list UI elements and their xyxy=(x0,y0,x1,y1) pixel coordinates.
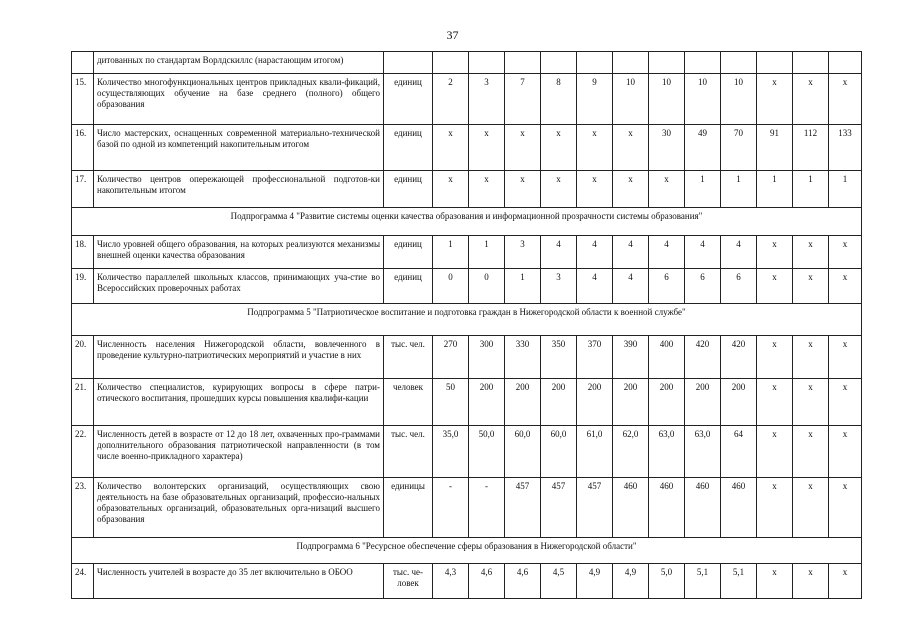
value-cell: 3 xyxy=(541,269,577,304)
value-cell: 6 xyxy=(649,269,685,304)
value-cell: 420 xyxy=(721,336,757,379)
value-cell: 270 xyxy=(433,336,469,379)
value-cell: 70 xyxy=(721,125,757,171)
value-cell: 63,0 xyxy=(649,426,685,478)
value-cell: 4,9 xyxy=(577,564,613,599)
table-body xyxy=(72,52,862,599)
value-cell: 460 xyxy=(613,478,649,538)
table-row xyxy=(72,478,862,538)
row-number: 17. xyxy=(72,171,94,208)
value-cell: 3 xyxy=(469,74,505,125)
page-number: 37 xyxy=(446,28,459,42)
value-cell xyxy=(433,52,469,74)
unit-of-measure: тыс. чел. xyxy=(384,336,433,379)
value-cell: 8 xyxy=(541,74,577,125)
value-cell xyxy=(613,52,649,74)
value-cell: 200 xyxy=(685,379,721,426)
value-cell: 400 xyxy=(649,336,685,379)
table-row xyxy=(72,426,862,478)
value-cell: 4 xyxy=(613,269,649,304)
value-cell: 1 xyxy=(433,236,469,269)
value-cell: х xyxy=(613,171,649,208)
value-cell xyxy=(505,52,541,74)
value-cell: 4,6 xyxy=(505,564,541,599)
value-cell xyxy=(685,52,721,74)
value-cell: 3 xyxy=(505,236,541,269)
table-row xyxy=(72,336,862,379)
row-number xyxy=(72,52,94,74)
section-header-row xyxy=(72,304,862,336)
value-cell: х xyxy=(757,336,793,379)
value-cell: 64 xyxy=(721,426,757,478)
row-number: 22. xyxy=(72,426,94,478)
value-cell: 4 xyxy=(685,236,721,269)
value-cell: х xyxy=(829,564,862,599)
value-cell: 49 xyxy=(685,125,721,171)
value-cell: 457 xyxy=(577,478,613,538)
value-cell: - xyxy=(433,478,469,538)
value-cell: 112 xyxy=(793,125,829,171)
indicator-description: Количество параллелей школьных классов, принимающих уча-стие во Всероссийских проверочных работах xyxy=(94,269,384,304)
value-cell: 390 xyxy=(613,336,649,379)
value-cell: х xyxy=(757,478,793,538)
value-cell: х xyxy=(541,171,577,208)
value-cell: 1 xyxy=(721,171,757,208)
row-number: 21. xyxy=(72,379,94,426)
indicator-description: Количество волонтерских организаций, осуществляющих свою деятельность на базе образовательных организаций, профессио-нальных образовательных организаций, образовательных орга-низаций высшего образования xyxy=(94,478,384,538)
row-number: 16. xyxy=(72,125,94,171)
table-row xyxy=(72,379,862,426)
indicator-description: Количество центров опережающей профессиональной подготов-ки накопительным итогом xyxy=(94,171,384,208)
value-cell: х xyxy=(577,171,613,208)
unit-of-measure: единиц xyxy=(384,269,433,304)
value-cell: х xyxy=(433,125,469,171)
value-cell: 91 xyxy=(757,125,793,171)
value-cell xyxy=(577,52,613,74)
value-cell: 60,0 xyxy=(505,426,541,478)
value-cell: 4 xyxy=(541,236,577,269)
value-cell: х xyxy=(793,564,829,599)
value-cell: 1 xyxy=(829,171,862,208)
value-cell: х xyxy=(829,269,862,304)
unit-of-measure: человек xyxy=(384,379,433,426)
value-cell xyxy=(829,52,862,74)
value-cell: х xyxy=(793,426,829,478)
value-cell: 4,3 xyxy=(433,564,469,599)
indicator-description: Количество многофункциональных центров прикладных квали-фикаций, осуществляющих обучение на базе среднего (полного) общего образования xyxy=(94,74,384,125)
value-cell: 4,6 xyxy=(469,564,505,599)
value-cell: 350 xyxy=(541,336,577,379)
value-cell: 9 xyxy=(577,74,613,125)
value-cell: х xyxy=(793,269,829,304)
value-cell: 50,0 xyxy=(469,426,505,478)
value-cell: х xyxy=(541,125,577,171)
value-cell: 4,9 xyxy=(613,564,649,599)
value-cell: х xyxy=(757,564,793,599)
value-cell: 61,0 xyxy=(577,426,613,478)
unit-of-measure: единиц xyxy=(384,74,433,125)
value-cell: х xyxy=(469,125,505,171)
value-cell: 457 xyxy=(505,478,541,538)
value-cell: 370 xyxy=(577,336,613,379)
value-cell: 200 xyxy=(469,379,505,426)
value-cell: х xyxy=(433,171,469,208)
value-cell xyxy=(793,52,829,74)
value-cell: - xyxy=(469,478,505,538)
value-cell: 330 xyxy=(505,336,541,379)
value-cell: 10 xyxy=(721,74,757,125)
value-cell: х xyxy=(793,478,829,538)
value-cell: х xyxy=(757,236,793,269)
table-row xyxy=(72,564,862,599)
value-cell: х xyxy=(757,74,793,125)
row-number: 20. xyxy=(72,336,94,379)
value-cell: 2 xyxy=(433,74,469,125)
value-cell: 6 xyxy=(721,269,757,304)
value-cell: х xyxy=(829,478,862,538)
indicator-description: дитованных по стандартам Ворлдскиллс (нарастающим итогом) xyxy=(94,52,384,74)
value-cell: х xyxy=(469,171,505,208)
value-cell: 420 xyxy=(685,336,721,379)
value-cell: 50 xyxy=(433,379,469,426)
value-cell: 0 xyxy=(469,269,505,304)
value-cell: 200 xyxy=(505,379,541,426)
value-cell: 460 xyxy=(721,478,757,538)
value-cell xyxy=(469,52,505,74)
value-cell: 4 xyxy=(721,236,757,269)
value-cell: х xyxy=(793,336,829,379)
value-cell: х xyxy=(793,236,829,269)
value-cell: х xyxy=(757,379,793,426)
value-cell: 133 xyxy=(829,125,862,171)
value-cell: 200 xyxy=(721,379,757,426)
row-number: 23. xyxy=(72,478,94,538)
value-cell: 5,1 xyxy=(685,564,721,599)
table-row xyxy=(72,171,862,208)
table-row xyxy=(72,125,862,171)
value-cell: 1 xyxy=(793,171,829,208)
indicator-description: Численность детей в возрасте от 12 до 18 лет, охваченных про-граммами дополнительного образования патриотической направленности (в том числе военно-прикладного характера) xyxy=(94,426,384,478)
indicator-description: Число уровней общего образования, на которых реализуются механизмы внешней оценки качества образования xyxy=(94,236,384,269)
value-cell: 1 xyxy=(685,171,721,208)
row-number: 24. xyxy=(72,564,94,599)
value-cell: 10 xyxy=(685,74,721,125)
value-cell: 7 xyxy=(505,74,541,125)
row-number: 19. xyxy=(72,269,94,304)
value-cell: 4 xyxy=(577,236,613,269)
unit-of-measure: единиц xyxy=(384,236,433,269)
section-header-row xyxy=(72,208,862,236)
unit-of-measure: единицы xyxy=(384,478,433,538)
value-cell: х xyxy=(757,426,793,478)
value-cell xyxy=(757,52,793,74)
value-cell: 5,0 xyxy=(649,564,685,599)
unit-of-measure xyxy=(384,52,433,74)
value-cell: 200 xyxy=(649,379,685,426)
table-row xyxy=(72,269,862,304)
value-cell: х xyxy=(829,379,862,426)
table-row xyxy=(72,74,862,125)
value-cell: 4,5 xyxy=(541,564,577,599)
value-cell: 5,1 xyxy=(721,564,757,599)
value-cell: 200 xyxy=(577,379,613,426)
value-cell: х xyxy=(505,171,541,208)
value-cell: 0 xyxy=(433,269,469,304)
value-cell: 4 xyxy=(613,236,649,269)
value-cell: 4 xyxy=(577,269,613,304)
value-cell: 1 xyxy=(469,236,505,269)
value-cell: х xyxy=(793,74,829,125)
value-cell: 460 xyxy=(649,478,685,538)
unit-of-measure: тыс. чел. xyxy=(384,426,433,478)
indicator-description: Численность учителей в возрасте до 35 лет включительно в ОБОО xyxy=(94,564,384,599)
row-number: 18. xyxy=(72,236,94,269)
value-cell: х xyxy=(829,426,862,478)
indicator-description: Количество специалистов, курирующих вопросы в сфере патри-отического воспитания, прошедших курсы повышения квалифи-кации xyxy=(94,379,384,426)
value-cell: 10 xyxy=(613,74,649,125)
value-cell: 1 xyxy=(757,171,793,208)
table-row xyxy=(72,52,862,74)
value-cell: х xyxy=(829,74,862,125)
value-cell: 200 xyxy=(541,379,577,426)
value-cell: х xyxy=(757,269,793,304)
section-title: Подпрограмма 5 "Патриотическое воспитание и подготовка граждан в Нижегородской области к военной службе" xyxy=(72,304,862,336)
value-cell: 10 xyxy=(649,74,685,125)
indicator-description: Число мастерских, оснащенных современной материально-технической базой по одной из компетенций накопительным итогом xyxy=(94,125,384,171)
value-cell: 63,0 xyxy=(685,426,721,478)
row-number: 15. xyxy=(72,74,94,125)
value-cell: х xyxy=(829,236,862,269)
value-cell: 460 xyxy=(685,478,721,538)
unit-of-measure: единиц xyxy=(384,125,433,171)
section-title: Подпрограмма 6 "Ресурсное обеспечение сферы образования в Нижегородской области" xyxy=(72,538,862,564)
unit-of-measure: единиц xyxy=(384,171,433,208)
value-cell: х xyxy=(613,125,649,171)
value-cell xyxy=(649,52,685,74)
value-cell: 300 xyxy=(469,336,505,379)
indicators-table xyxy=(71,51,862,599)
value-cell: 4 xyxy=(649,236,685,269)
table-row xyxy=(72,236,862,269)
value-cell: х xyxy=(829,336,862,379)
value-cell: 60,0 xyxy=(541,426,577,478)
value-cell: 30 xyxy=(649,125,685,171)
value-cell: 200 xyxy=(613,379,649,426)
indicator-description: Численность населения Нижегородской области, вовлеченного в проведение культурно-патриотических мероприятий и участие в них xyxy=(94,336,384,379)
value-cell: 62,0 xyxy=(613,426,649,478)
value-cell: 457 xyxy=(541,478,577,538)
value-cell: х xyxy=(793,379,829,426)
value-cell xyxy=(541,52,577,74)
section-header-row xyxy=(72,538,862,564)
value-cell xyxy=(721,52,757,74)
value-cell: х xyxy=(577,125,613,171)
value-cell: 6 xyxy=(685,269,721,304)
value-cell: 1 xyxy=(505,269,541,304)
value-cell: х xyxy=(649,171,685,208)
value-cell: х xyxy=(505,125,541,171)
unit-of-measure: тыс. че-ловек xyxy=(384,564,433,599)
value-cell: 35,0 xyxy=(433,426,469,478)
section-title: Подпрограмма 4 "Развитие системы оценки качества образования и информационной прозрачности системы образования" xyxy=(72,208,862,236)
